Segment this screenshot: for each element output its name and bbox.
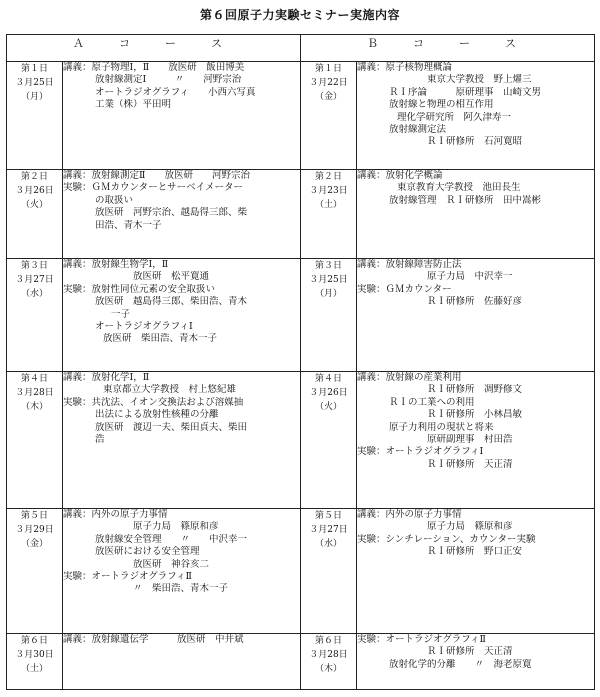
- course-b-header: Ｂ コ ー ス: [301, 35, 595, 62]
- course-a-content: 講義：放射線生物学Ⅰ，Ⅱ 放医研 松平寛通 実験：放射性同位元素の安全取扱い 放医研 越島得三郎、柴田浩、青木 一子 オートラジオグラフィⅠ 放医研 柴田浩、青木一子: [63, 259, 301, 372]
- course-b-content: 講義：放射線の産業利用 ＲＩ研修所 凋野修文 ＲＩの工業への利用 ＲＩ研修所 小林昌敏 原子力利用の現状と将来 原研副理事 村田浩 実験：オートラジオグラフィⅠ ＲＩ研修所 天正清: [357, 372, 595, 509]
- table-row: [7, 372, 595, 509]
- date-cell: 第３日 ３月25日 （月）: [301, 259, 357, 372]
- date-cell: 第６日 ３月30日 （土）: [7, 634, 63, 690]
- date-cell: 第６日 ３月28日 （木）: [301, 634, 357, 690]
- date-cell: 第４日 ３月28日 （木）: [7, 372, 63, 509]
- course-a-content: 講義：放射線測定Ⅱ 放医研 河野宗治 実験：ＧＭカウンターとサーベイメーター の取扱い 放医研 河野宗治、越島得三郎、柴 田浩、青木一子: [63, 170, 301, 259]
- date-cell: 第２日 ３月23日 （土）: [301, 170, 357, 259]
- table-row: [7, 634, 595, 690]
- date-cell: 第２日 ３月26日 （火）: [7, 170, 63, 259]
- course-a-content: 講義：放射線遺伝学 放医研 中井斌: [63, 634, 301, 690]
- date-cell: 第５日 ３月27日 （水）: [301, 509, 357, 634]
- seminar-schedule-table: [6, 34, 595, 690]
- course-b-content: 実験：オートラジオグラフィⅡ ＲＩ研修所 天正清 放射化学的分離 〃 海老原寛: [357, 634, 595, 690]
- table-row: [7, 509, 595, 634]
- page-title: 第６回原子力実験セミナー実施内容: [199, 8, 400, 22]
- course-b-content: 講義：原子核物理概論 東京大学教授 野上燿三 ＲＩ序論 原研理事 山崎文男 放射線と物理の相互作用 理化学研究所 阿久津寿一 放射線測定法 ＲＩ研修所 石河寛昭: [357, 62, 595, 170]
- course-a-header: Ａ コ ー ス: [7, 35, 301, 62]
- table-row: [7, 259, 595, 372]
- course-a-content: 講義：原子物理Ⅰ，Ⅱ 放医研 飯田博美 放射線測定Ⅰ 〃 河野宗治 オートラジオグラフィ 小西六写真 工業（株）平田明: [63, 62, 301, 170]
- date-cell: 第１日 ３月25日 （月）: [7, 62, 63, 170]
- date-cell: 第４日 ３月26日 （火）: [301, 372, 357, 509]
- date-cell: 第３日 ３月27日 （水）: [7, 259, 63, 372]
- course-a-content: 講義：内外の原子力事情 原子力局 篠原和彦 放射線安全管理 〃 中沢幸一 放医研における安全管理 放医研 神谷亥二 実験：オートラジオグラフィⅡ 〃 柴田浩、青木一子: [63, 509, 301, 634]
- course-b-content: 講義：放射化学概論 東京教育大学教授 池田長生 放射線管理 ＲＩ研修所 田中嵩彬: [357, 170, 595, 259]
- table-row: [7, 170, 595, 259]
- date-cell: 第１日 ３月22日 （金）: [301, 62, 357, 170]
- course-b-content: 講義：内外の原子力事情 原子力局 篠原和彦 実験：シンチレーション、カウンター実験 ＲＩ研修所 野口正安: [357, 509, 595, 634]
- date-cell: 第５日 ３月29日 （金）: [7, 509, 63, 634]
- course-a-content: 講義：放射化学Ⅰ，Ⅱ 東京都立大学教授 村上悠紀雄 実験：共沈法、イオン交換法および溶媒抽 出法による放射性核種の分離 放医研 渡辺一夫、柴田貞夫、柴田 浩: [63, 372, 301, 509]
- table-row: [7, 62, 595, 170]
- course-b-content: 講義：放射線障害防止法 原子力局 中沢幸一 実験：ＧＭカウンター ＲＩ研修所 佐藤好彦: [357, 259, 595, 372]
